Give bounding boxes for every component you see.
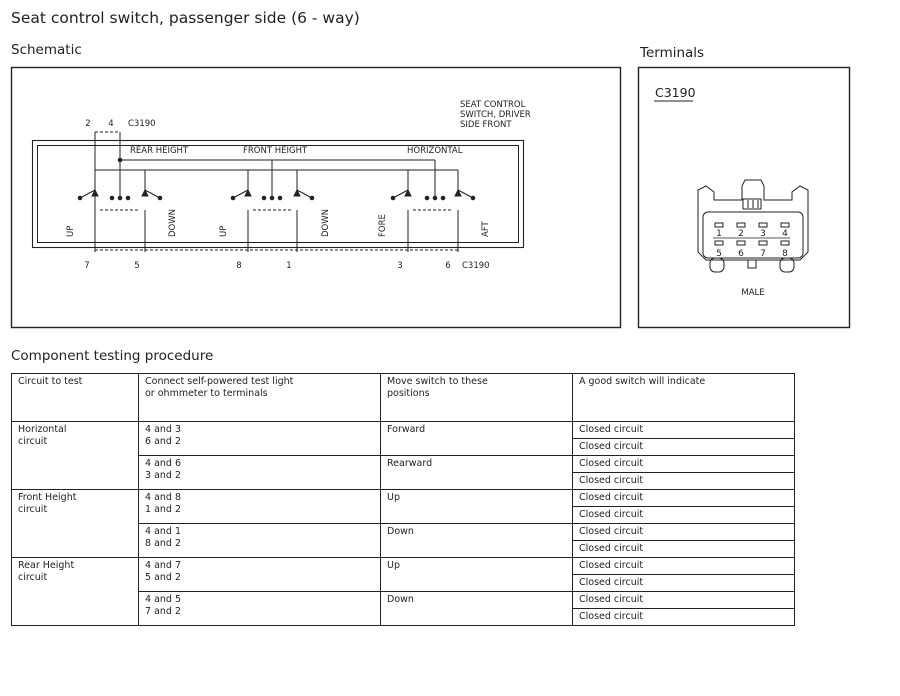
direction-label-aft: AFT (481, 221, 491, 237)
result-cell: Closed circuit (573, 456, 795, 473)
direction-label-rear-up: UP (66, 225, 76, 237)
table-row (12, 490, 795, 507)
terminal-number-8: 8 (782, 249, 788, 259)
result-cell: Closed circuit (573, 473, 795, 490)
result-cell: Closed circuit (573, 541, 795, 558)
result-cell: Closed circuit (573, 575, 795, 592)
table-row (12, 422, 795, 439)
terminal-number-3: 3 (760, 229, 766, 239)
connector-face-icon (698, 180, 808, 272)
terminal-number-7: 7 (760, 249, 766, 259)
pin-label-5: 5 (134, 261, 140, 271)
component-label-line1: SEAT CONTROL (460, 100, 526, 110)
direction-label-rear-down: DOWN (168, 209, 178, 237)
table-header-row (12, 374, 795, 422)
terminal-pairs: 4 and 7 5 and 2 (139, 558, 381, 592)
terminal-pairs: 4 and 5 7 and 2 (139, 592, 381, 626)
component-label-line2: SWITCH, DRIVER (460, 110, 531, 120)
switch-contacts (78, 190, 475, 200)
terminal-number-2: 2 (738, 229, 744, 239)
schematic-frame (12, 68, 621, 328)
result-cell: Closed circuit (573, 609, 795, 626)
procedure-heading: Component testing procedure (11, 348, 214, 364)
switch-position: Up (381, 490, 573, 524)
table-row (12, 558, 795, 575)
result-cell: Closed circuit (573, 507, 795, 524)
terminals-connector-label: C3190 (655, 85, 696, 100)
terminal-number-1: 1 (716, 229, 722, 239)
switch-position: Down (381, 524, 573, 558)
pin-label-4: 4 (108, 119, 114, 129)
group-label-rear-height: REAR HEIGHT (130, 146, 189, 156)
header-circuit: Circuit to test (12, 374, 139, 422)
connector-gender-label: MALE (741, 288, 765, 298)
header-positions: Move switch to these positions (381, 374, 573, 422)
switch-position: Down (381, 592, 573, 626)
circuit-name: Front Height circuit (12, 490, 139, 558)
procedure-table (11, 373, 795, 626)
result-cell: Closed circuit (573, 524, 795, 541)
pin-label-1: 1 (286, 261, 292, 271)
terminal-pairs: 4 and 6 3 and 2 (139, 456, 381, 490)
header-indication: A good switch will indicate (573, 374, 795, 422)
group-label-horizontal: HORIZONTAL (407, 146, 463, 156)
page-title: Seat control switch, passenger side (6 - way) (11, 9, 360, 27)
pin-label-3: 3 (397, 261, 403, 271)
direction-label-front-down: DOWN (321, 209, 331, 237)
pin-label-6: 6 (445, 261, 451, 271)
terminal-pairs: 4 and 1 8 and 2 (139, 524, 381, 558)
schematic-diagram (0, 0, 900, 345)
circuit-name: Rear Height circuit (12, 558, 139, 626)
schematic-heading: Schematic (11, 42, 82, 58)
header-terminals: Connect self-powered test light or ohmmeter to terminals (139, 374, 381, 422)
connector-label-bottom: C3190 (462, 261, 490, 271)
terminal-number-4: 4 (782, 229, 788, 239)
pin-label-8: 8 (236, 261, 242, 271)
direction-label-fore: FORE (378, 214, 388, 237)
group-label-front-height: FRONT HEIGHT (243, 146, 308, 156)
result-cell: Closed circuit (573, 439, 795, 456)
terminal-pairs: 4 and 3 6 and 2 (139, 422, 381, 456)
terminals-heading: Terminals (640, 45, 705, 61)
result-cell: Closed circuit (573, 422, 795, 439)
result-cell: Closed circuit (573, 558, 795, 575)
terminal-number-6: 6 (738, 249, 744, 259)
pin-label-2: 2 (85, 119, 91, 129)
result-cell: Closed circuit (573, 490, 795, 507)
circuit-name: Horizontal circuit (12, 422, 139, 490)
switch-position: Up (381, 558, 573, 592)
result-cell: Closed circuit (573, 592, 795, 609)
switch-position: Forward (381, 422, 573, 456)
switch-position: Rearward (381, 456, 573, 490)
terminal-pairs: 4 and 8 1 and 2 (139, 490, 381, 524)
component-label-line3: SIDE FRONT (460, 120, 512, 130)
terminal-number-5: 5 (716, 249, 722, 259)
pin-label-7: 7 (84, 261, 90, 271)
connector-label-top: C3190 (128, 119, 156, 129)
switch-outer-box (33, 141, 524, 248)
direction-label-front-up: UP (219, 225, 229, 237)
